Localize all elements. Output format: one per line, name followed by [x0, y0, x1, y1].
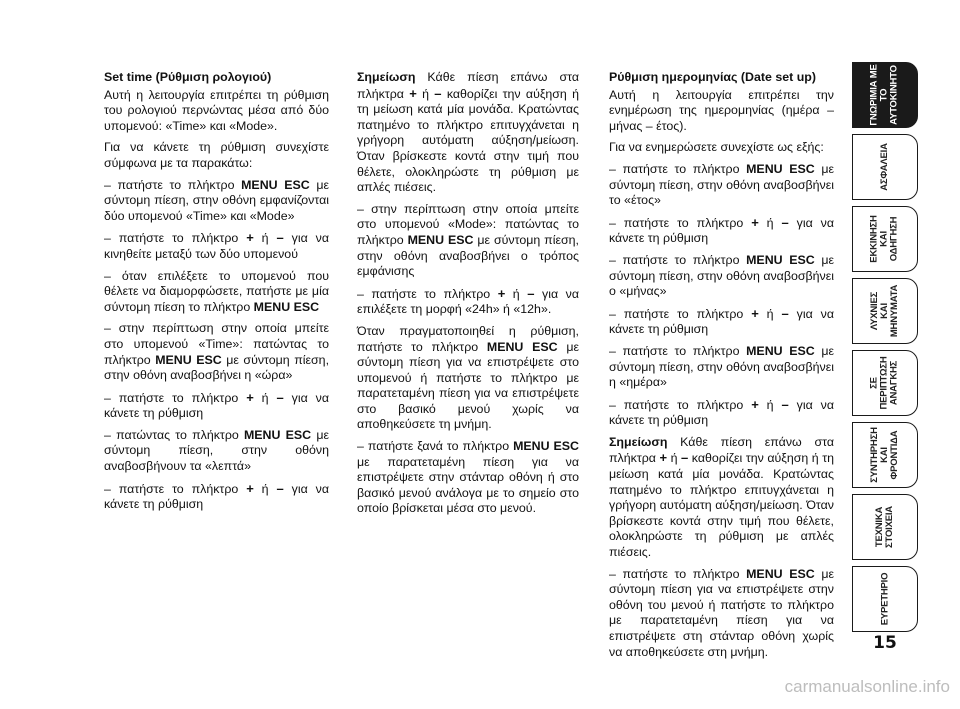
key-label: MENU ESC	[243, 427, 312, 442]
text: Κάθε πίεση επάνω στα πλήκτρα	[609, 434, 834, 466]
paragraph	[104, 230, 329, 262]
paragraph	[104, 481, 329, 513]
paragraph	[609, 215, 834, 247]
text: ή	[758, 397, 782, 412]
text: Αυτή η λειτουργία επιτρέπει την ενημέρωση της ημερομηνίας (ημέρα – μήνας – έτος).	[609, 87, 834, 133]
tab-label: ΑΣΦΑΛΕΙΑ	[878, 143, 890, 191]
paragraph	[104, 269, 329, 316]
key-label: MENU ESC	[407, 232, 474, 247]
text: – πατήστε το πλήκτρο	[104, 177, 242, 192]
key-label: MENU ESC	[486, 339, 558, 354]
minus-icon: –	[781, 214, 789, 230]
key-label: MENU ESC	[155, 352, 222, 367]
text: με σύντομη πίεση, στην οθόνη αναβοσβήνει η «ημέρα»	[609, 343, 835, 390]
text: ή	[758, 215, 782, 230]
text: – πατήστε το πλήκτρο	[609, 215, 752, 230]
tab-getting-to-know[interactable]	[852, 62, 918, 128]
minus-icon: –	[276, 480, 284, 496]
section-heading-date-set-up: Ρύθμιση ημερομηνίας (Date set up)	[609, 70, 816, 84]
plus-icon: +	[246, 389, 254, 405]
text: με σύντομη πίεση, στην οθόνη αναβοσβήνουν τα «λεπτά»	[104, 427, 330, 474]
text: Όταν πραγματοποιηθεί η ρύθμιση, πατήστε το πλήκτρο	[357, 323, 579, 354]
paragraph	[357, 439, 579, 517]
text: Για να κάνετε τη ρύθμιση συνεχίστε σύμφωνα με τα παρακάτω:	[104, 140, 329, 170]
watermark: carmanualsonline.info	[784, 677, 950, 696]
tab-label: ΕΥΡΕΤΗΡΙΟ	[878, 572, 890, 626]
paragraph	[357, 286, 579, 318]
text: ή	[253, 390, 277, 405]
paragraph	[609, 397, 834, 429]
text: για να κάνετε τη ρύθμιση	[104, 481, 329, 512]
column-1	[104, 70, 329, 519]
text: για να κινηθείτε μεταξύ των δύο υπομενού	[104, 231, 329, 261]
key-label: MENU ESC	[746, 566, 815, 581]
key-label: MENU ESC	[746, 252, 815, 267]
text: – πατήστε το πλήκτρο	[357, 286, 498, 301]
text: Κάθε πίεση επάνω στα πλήκτρα	[357, 70, 579, 101]
tab-warning-lights[interactable]	[852, 278, 918, 344]
text: με σύντομη πίεση, στην οθόνη εμφανίζονται δύο υπομενού «Time» και «Mode»	[104, 177, 330, 223]
paragraph	[609, 344, 834, 391]
text: για να κάνετε τη ρύθμιση	[609, 306, 834, 337]
tab-maintenance[interactable]	[852, 422, 918, 488]
text: – πατήστε το πλήκτρο	[104, 231, 247, 246]
note-paragraph	[609, 435, 834, 561]
note-paragraph	[357, 70, 579, 196]
text: με σύντομη πίεση για να επιστρέψετε στην οθόνη του μενού ή πατήστε το πλήκτρο με παρατεταμένη πίεση για να επιστρέψετε στη στάνταρ οθόνη χωρίς να αποθηκεύσετε στη μνήμη.	[609, 566, 835, 659]
text: – πατήστε το πλήκτρο	[609, 397, 752, 412]
text: με σύντομη πίεση, στην οθόνη αναβοσβήνει ο τρόπος εμφάνισης	[357, 232, 579, 279]
paragraph	[104, 178, 329, 225]
text: – στην περίπτωση στην οποία μπείτε στο υπομενού «Time»: πατώντας το πλήκτρο	[104, 321, 329, 367]
text: ή	[416, 86, 435, 101]
text: με σύντομη πίεση, στην οθόνη αναβοσβήνει το «έτος»	[609, 161, 835, 208]
column-2	[357, 70, 579, 523]
note-label: Σημείωση	[357, 70, 416, 84]
minus-icon: –	[781, 396, 789, 412]
text: – στην περίπτωση στην οποία μπείτε στο υπομενού «Mode»: πατώντας το πλήκτρο	[357, 201, 579, 247]
text: ή	[253, 481, 277, 496]
minus-icon: –	[276, 230, 284, 246]
text: – πατήστε το πλήκτρο	[609, 343, 747, 358]
text: με σύντομη πίεση για να επιστρέψετε στο υπομενού ή πατήστε το πλήκτρο με παρατεταμένη πίεση για να επιστρέψετε στο βασικό μενού χωρίς να αποθηκεύσετε τη μνήμη.	[357, 339, 579, 432]
key-label: MENU ESC	[513, 439, 579, 454]
paragraph	[357, 202, 579, 280]
text: για να κάνετε τη ρύθμιση	[609, 397, 834, 428]
text: – πατήστε το πλήκτρο	[609, 161, 747, 176]
text: – πατήστε το πλήκτρο	[104, 390, 247, 405]
tab-starting-driving[interactable]	[852, 206, 918, 272]
minus-icon: –	[681, 450, 689, 466]
text: καθορίζει την αύξηση ή τη μείωση κατά μία μονάδα. Κρατώντας πατημένο το πλήκτρο επιτυγχάνεται η γρήγορη αυτόματη αύξηση/μείωση. Όταν βρίσκεστε κοντά στην τιμή που θέλετε, ολοκληρώστε τη ρύθμιση με απλές πιέσεις.	[609, 451, 834, 560]
tab-safety[interactable]	[852, 134, 918, 200]
paragraph	[104, 390, 329, 422]
paragraph	[104, 88, 329, 135]
paragraph	[609, 253, 834, 300]
page-number: 15	[873, 633, 897, 653]
paragraph	[104, 428, 329, 475]
minus-icon: –	[527, 285, 535, 301]
minus-icon: –	[781, 305, 789, 321]
plus-icon: +	[751, 214, 759, 230]
text: – όταν επιλέξετε το υπομενού που θέλετε να διαμορφώσετε, πατήστε με μία σύντομη πίεση το πλήκτρο	[104, 268, 329, 314]
tab-label: ΕΚΚΙΝΗΣΗ ΚΑΙ ΟΔΗΓΗΣΗ	[868, 215, 900, 263]
paragraph	[104, 140, 329, 171]
tab-label: ΣΥΝΤΗΡΗΣΗ ΚΑΙ ΦΡΟΝΤΙΔΑ	[869, 427, 900, 483]
paragraph	[609, 88, 834, 135]
key-label: MENU ESC	[746, 161, 815, 176]
text: καθορίζει την αύξηση ή τη μείωση κατά μία μονάδα. Κρατώντας πατημένο το πλήκτρο επιτυγχάνεται η γρήγορη αυτόματη αύξηση/μείωση. Όταν βρίσκεστε κοντά στην τιμή που θέλετε, ολοκληρώστε τη ρύθμιση με απλές πιέσεις.	[357, 86, 579, 195]
section-heading-set-time: Set time (Ρύθμιση ρολογιού)	[104, 70, 272, 84]
tab-label: ΛΥΧΝΙΕΣ ΚΑΙ ΜΗΝΥΜΑΤΑ	[868, 284, 900, 338]
tab-label: ΤΕΧΝΙΚΑ ΣΤΟΙΧΕΙΑ	[874, 506, 895, 548]
plus-icon: +	[751, 396, 759, 412]
paragraph	[609, 306, 834, 338]
text: – πατήστε ξανά το πλήκτρο	[357, 439, 514, 454]
minus-icon: –	[434, 85, 442, 101]
paragraph	[357, 324, 579, 433]
text: ή	[505, 286, 528, 301]
text: με σύντομη πίεση, στην οθόνη αναβοσβήνει η «ώρα»	[104, 352, 330, 383]
tab-label: ΓΝΩΡΙΜΙΑ ΜΕ ΤΟ ΑΥΤΟΚΙΝΗΤΟ	[869, 64, 900, 126]
paragraph	[609, 162, 834, 209]
note-label: Σημείωση	[609, 434, 668, 449]
text: – πατήστε το πλήκτρο	[104, 481, 247, 496]
text: Αυτή η λειτουργία επιτρέπει τη ρύθμιση του ρολογιού περνώντας μέσα από δύο υπομενού: «Time» και «Mode».	[104, 87, 329, 133]
text: ή	[253, 231, 277, 246]
text: – πατώντας το πλήκτρο	[104, 427, 244, 442]
text: – πατήστε το πλήκτρο	[609, 306, 752, 321]
plus-icon: +	[659, 450, 668, 466]
key-label: MENU ESC	[241, 177, 310, 192]
key-label: MENU ESC	[253, 299, 320, 314]
text: – πατήστε το πλήκτρο	[609, 566, 747, 581]
column-3	[609, 70, 834, 666]
minus-icon: –	[276, 389, 284, 405]
text: – πατήστε το πλήκτρο	[609, 252, 747, 267]
text: με σύντομη πίεση, στην οθόνη αναβοσβήνει ο «μήνας»	[609, 252, 835, 299]
plus-icon: +	[246, 230, 254, 246]
tab-technical-data[interactable]	[852, 494, 918, 560]
plus-icon: +	[751, 305, 759, 321]
text: για να επιλέξετε τη μορφή «24h» ή «12h».	[357, 286, 579, 317]
paragraph	[104, 321, 329, 383]
text: για να κάνετε τη ρύθμιση	[609, 215, 834, 246]
paragraph	[609, 140, 834, 156]
plus-icon: +	[497, 285, 506, 301]
text: για να κάνετε τη ρύθμιση	[104, 390, 329, 421]
key-label: MENU ESC	[746, 343, 815, 358]
plus-icon: +	[409, 85, 417, 101]
plus-icon: +	[246, 480, 254, 496]
text: Για να ενημερώσετε συνεχίστε ως εξής:	[609, 140, 824, 155]
text: ή	[667, 451, 682, 466]
text: με παρατεταμένη πίεση για να επιστρέψετε στην στάνταρ οθόνη ή στο βασικό μενού ανάλογα με το σημείο στο οποίο βρίσκεται μέσα στο μενού.	[357, 454, 579, 516]
tab-label: ΣΕ ΠΕΡΙΠΤΩΣΗ ΑΝΑΓΚΗΣ	[868, 356, 900, 410]
paragraph	[609, 567, 834, 661]
tab-emergency[interactable]	[852, 350, 918, 416]
tab-index[interactable]	[852, 566, 918, 632]
text: ή	[758, 306, 782, 321]
